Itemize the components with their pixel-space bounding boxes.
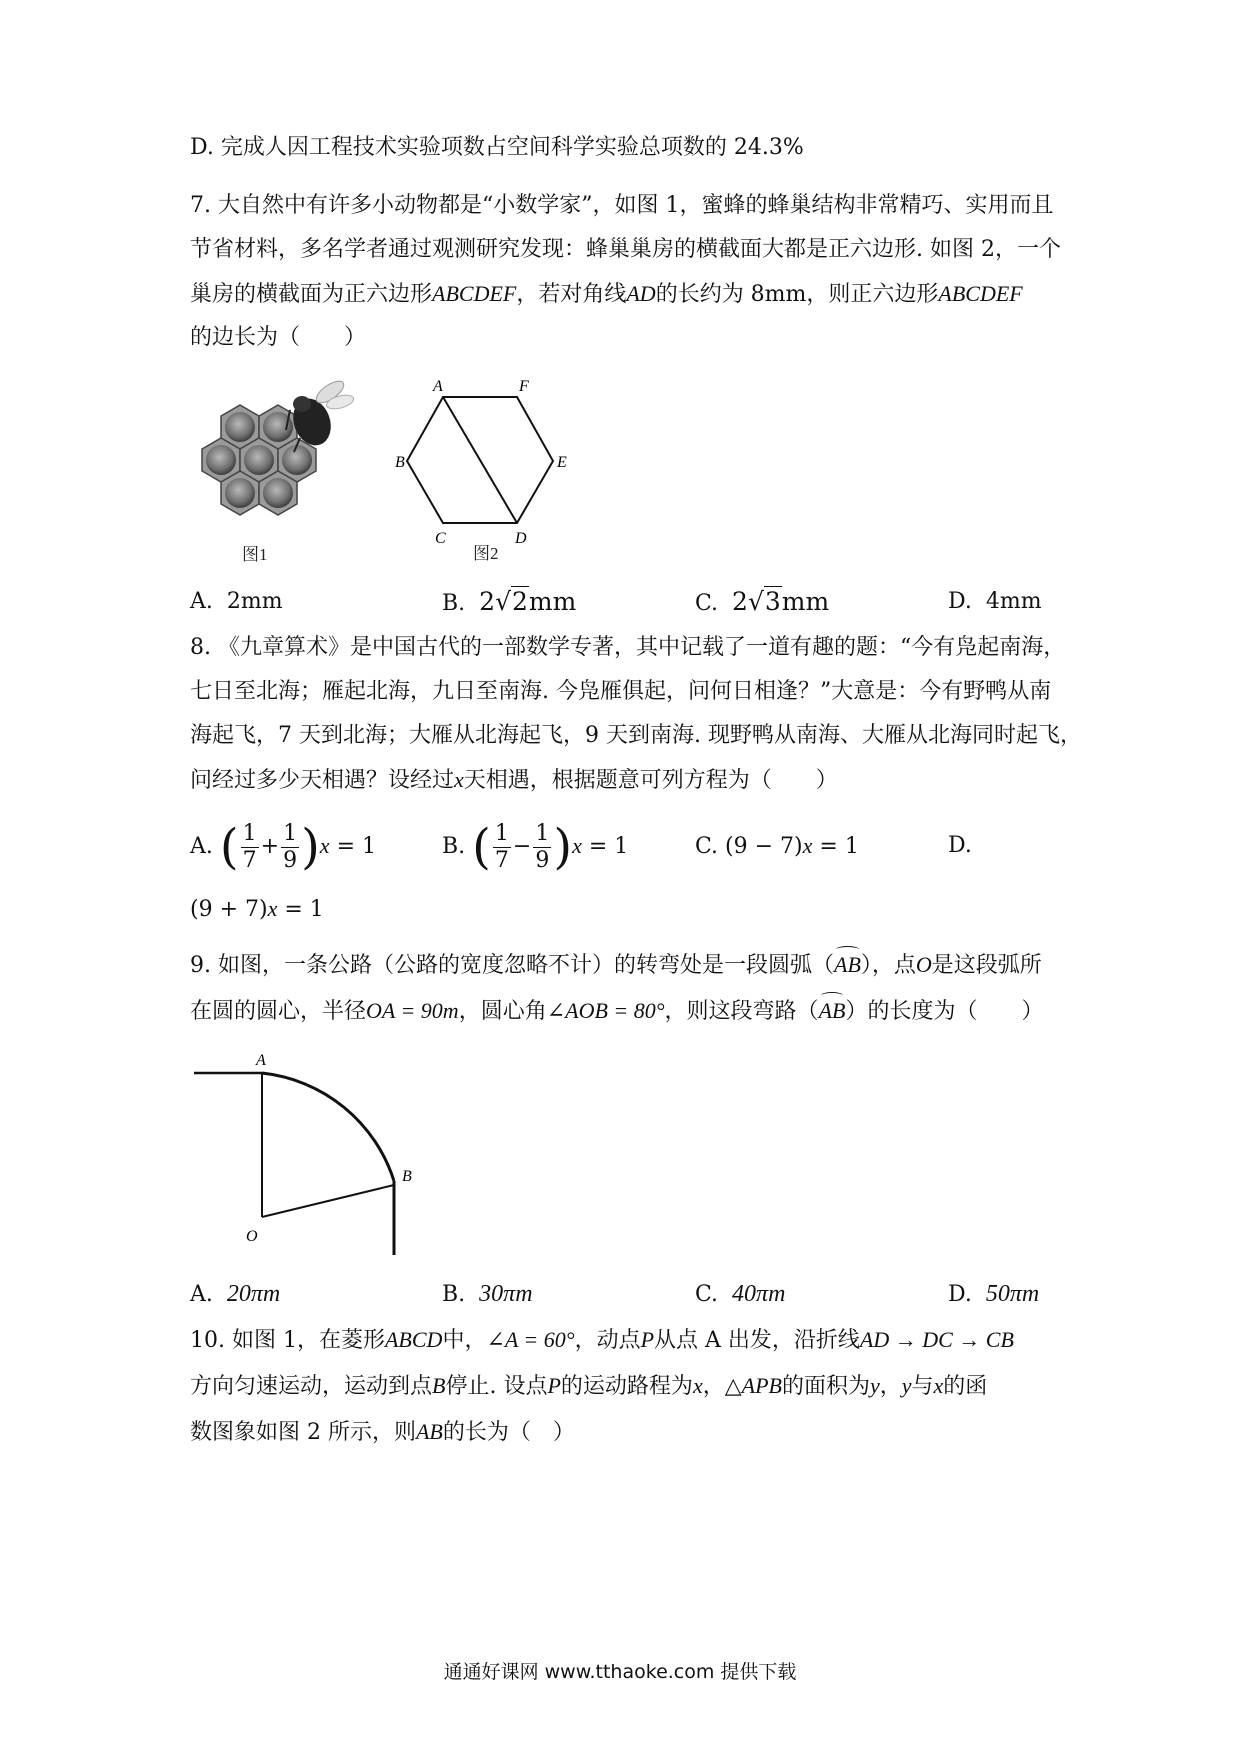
option-letter: C.	[695, 591, 719, 616]
fraction	[493, 821, 511, 874]
option-letter: D.	[948, 1282, 972, 1307]
paren-close: )	[553, 819, 573, 875]
rhs: = 1	[588, 834, 629, 859]
q7-option-d[interactable]	[948, 586, 1042, 618]
q10-text: 的面积为	[781, 1374, 870, 1399]
q9-line-2-text: 在圆的圆心，半径	[190, 999, 367, 1024]
label-e: E	[557, 454, 567, 471]
q9-line-2-text-4: ）的长度为（ ）	[845, 999, 1044, 1024]
q8-option-a[interactable]	[190, 816, 376, 877]
q10-text: 的运动路程为	[560, 1374, 693, 1399]
q10-text: 的函	[943, 1374, 988, 1399]
option-radicand: 2	[512, 587, 528, 616]
q7-line-3	[190, 278, 1023, 311]
q7-option-c[interactable]	[695, 586, 829, 620]
q9-option-c[interactable]	[695, 1278, 785, 1311]
q10-line-1	[190, 1324, 1014, 1357]
label-c: C	[435, 530, 446, 547]
rhombus-name: ABCD	[384, 1327, 443, 1352]
road-arc-figure	[190, 1045, 430, 1265]
honeycomb-figure	[190, 380, 360, 565]
q8-line-4-text: 问经过多少天相遇？设经过	[190, 768, 455, 793]
q9-line-1-text-2: ），点	[860, 953, 916, 978]
option-letter: B.	[442, 834, 466, 859]
q9-line-1-text-3: 是这段弧所	[931, 953, 1042, 978]
option-letter: D.	[948, 833, 972, 858]
label-b: B	[402, 1168, 412, 1185]
option-coef: 2	[732, 587, 748, 616]
option-letter: A.	[190, 1282, 213, 1307]
q10-text: 从点 A 出发，沿折线	[654, 1328, 860, 1353]
sqrt-icon: √	[495, 587, 512, 616]
paren-open: (	[219, 819, 239, 875]
q10-text: 数图象如图 2 所示，则	[190, 1420, 416, 1445]
q9-option-b[interactable]	[442, 1278, 533, 1311]
q9-line-2	[190, 995, 1043, 1028]
option-value: 40πm	[732, 1281, 786, 1307]
q10-line-3	[190, 1416, 575, 1449]
q8-option-d-expr	[190, 893, 324, 926]
option-coef: 2	[479, 587, 496, 616]
option-value: 50πm	[985, 1281, 1040, 1307]
operator: −	[512, 834, 532, 859]
q7-line-2: 节省材料，多名学者通过观测研究发现：蜂巢巢房的横截面大都是正六边形. 如图 2，一个	[190, 237, 1061, 262]
denominator: 9	[283, 847, 298, 873]
q7-line-1: 7. 大自然中有许多小动物都是“小数学家”，如图 1，蜜蜂的蜂巢结构非常精巧、实用而且	[190, 193, 1054, 218]
fraction	[533, 821, 551, 874]
q8-option-b[interactable]	[442, 816, 628, 877]
q9-option-d[interactable]	[948, 1278, 1039, 1311]
arc-ab-repeat: AB	[819, 995, 846, 1027]
q7-line-4: 的边长为（ ）	[190, 325, 367, 350]
denominator: 9	[535, 847, 550, 873]
fraction	[281, 821, 299, 874]
option-value: 4mm	[985, 589, 1042, 614]
q7-option-a[interactable]	[190, 586, 283, 618]
numerator: 1	[283, 820, 298, 846]
q8-line-1: 8. 《九章算术》是中国古代的一部数学专著，其中记载了一道有趣的题：“今有凫起南海，	[190, 635, 1066, 660]
paren-open: (	[472, 819, 491, 875]
label-d: D	[515, 530, 527, 547]
angle-expr: ∠AOB = 80°	[546, 998, 665, 1023]
q9-line-2-text-2: ，圆心角	[458, 999, 547, 1024]
hexagon-figure	[395, 375, 575, 565]
radius-expr: OA = 90m	[366, 998, 459, 1023]
q10-text: 中，	[442, 1328, 487, 1353]
option-value: 2mm	[226, 589, 283, 614]
numerator: 1	[494, 820, 509, 846]
option-letter: B.	[442, 1282, 466, 1307]
arc-ab: AB	[834, 949, 861, 981]
label-f: F	[519, 378, 529, 395]
option-expr: (9 + 7)	[190, 897, 268, 922]
q10-text: 与	[911, 1374, 934, 1399]
numerator: 1	[242, 820, 257, 846]
option-letter: C.	[695, 1282, 719, 1307]
radius-ob	[262, 1185, 394, 1217]
q7-option-b[interactable]	[442, 586, 576, 620]
page-footer: 通通好课网 www.tthaoke.com 提供下载	[443, 1661, 797, 1683]
triangle-apb: △APB	[724, 1373, 782, 1398]
fig2-caption: 图2	[473, 544, 499, 563]
q8-line-3: 海起飞，7 天到北海；大雁从北海起飞，9 天到南海. 现野鸭从南海、大雁从北海同时起飞，	[190, 723, 1082, 748]
q9-line-1	[190, 949, 1042, 982]
option-letter: B.	[442, 591, 466, 616]
variable-y: y	[869, 1373, 880, 1398]
q7-line-3-text-3: 的长约为 8mm，则正六边形	[655, 282, 939, 307]
option-letter: A.	[190, 589, 213, 614]
numerator: 1	[535, 820, 550, 846]
point-b: B	[432, 1373, 446, 1398]
q8-option-d[interactable]	[948, 816, 972, 876]
q10-text: 10. 如图 1，在菱形	[190, 1328, 385, 1353]
variable-x: x	[933, 1373, 944, 1398]
q9-line-1-text: 9. 如图，一条公路（公路的宽度忽略不计）的转弯处是一段圆弧（	[190, 953, 834, 978]
variable-x: x	[267, 896, 278, 921]
q10-text: ，动点	[574, 1328, 641, 1353]
q10-text: 的长为（ ）	[442, 1420, 575, 1445]
q8-line-4	[190, 764, 838, 797]
option-value: 20πm	[226, 1281, 281, 1307]
variable-y: y	[901, 1373, 912, 1398]
hexagon-name: ABCDEF	[432, 281, 517, 306]
option-expr: (9 − 7)	[725, 834, 803, 859]
rhs: = 1	[284, 897, 324, 922]
motion-path: AD → DC → CB	[859, 1327, 1014, 1352]
center-o: O	[915, 952, 932, 977]
rhs: = 1	[819, 834, 859, 859]
fig1-caption: 图1	[242, 545, 268, 564]
denominator: 7	[242, 847, 257, 873]
segment-ab: AB	[415, 1419, 443, 1444]
diagonal-name: AD	[626, 281, 656, 306]
q10-text: 方向匀速运动，运动到点	[190, 1374, 433, 1399]
variable-x: x	[319, 833, 330, 858]
q8-line-4-text-2: 天相遇，根据题意可列方程为（ ）	[463, 768, 838, 793]
label-o: O	[246, 1228, 258, 1245]
paren-close: )	[301, 819, 320, 875]
angle-a: ∠A = 60°	[486, 1327, 575, 1352]
variable-x: x	[692, 1373, 703, 1398]
hexagon-name-repeat: ABCDEF	[938, 281, 1023, 306]
label-a: A	[433, 378, 443, 395]
diagonal-ad	[443, 397, 517, 523]
sqrt-icon: √	[747, 587, 764, 616]
q8-line-2: 七日至北海；雁起北海，九日至南海. 今凫雁俱起，问何日相逢？”大意是：今有野鸭从南	[190, 679, 1052, 704]
arc-ab	[262, 1073, 394, 1181]
option-letter: A.	[190, 834, 213, 859]
option-unit: mm	[528, 587, 577, 616]
q10-line-2	[190, 1370, 987, 1403]
q7-line-3-text-2: ，若对角线	[516, 282, 627, 307]
variable-x: x	[572, 833, 582, 858]
option-unit: mm	[781, 587, 830, 616]
option-radicand: 3	[764, 587, 781, 616]
q9-option-a[interactable]	[190, 1278, 280, 1311]
q8-option-c[interactable]	[695, 816, 859, 877]
label-b: B	[395, 454, 405, 471]
q10-text: ，	[879, 1374, 902, 1399]
q10-text: 停止. 设点	[445, 1374, 548, 1399]
q6-option-d: D. 完成人因工程技术实验项数占空间科学实验总项数的 24.3%	[190, 135, 804, 160]
point-p: P	[640, 1327, 655, 1352]
denominator: 7	[494, 847, 509, 873]
fraction	[241, 821, 259, 874]
option-letter: D.	[948, 589, 972, 614]
q10-text: ，	[702, 1374, 725, 1399]
variable-x: x	[454, 767, 464, 792]
q9-line-2-text-3: ，则这段弯路（	[664, 999, 819, 1024]
operator: +	[260, 834, 280, 859]
label-a: A	[256, 1052, 266, 1069]
option-letter: C.	[695, 834, 719, 859]
option-value: 30πm	[479, 1281, 533, 1307]
q7-line-3-text: 巢房的横截面为正六边形	[190, 282, 433, 307]
variable-x: x	[802, 833, 813, 858]
rhs: = 1	[336, 834, 376, 859]
point-p: P	[547, 1373, 561, 1398]
